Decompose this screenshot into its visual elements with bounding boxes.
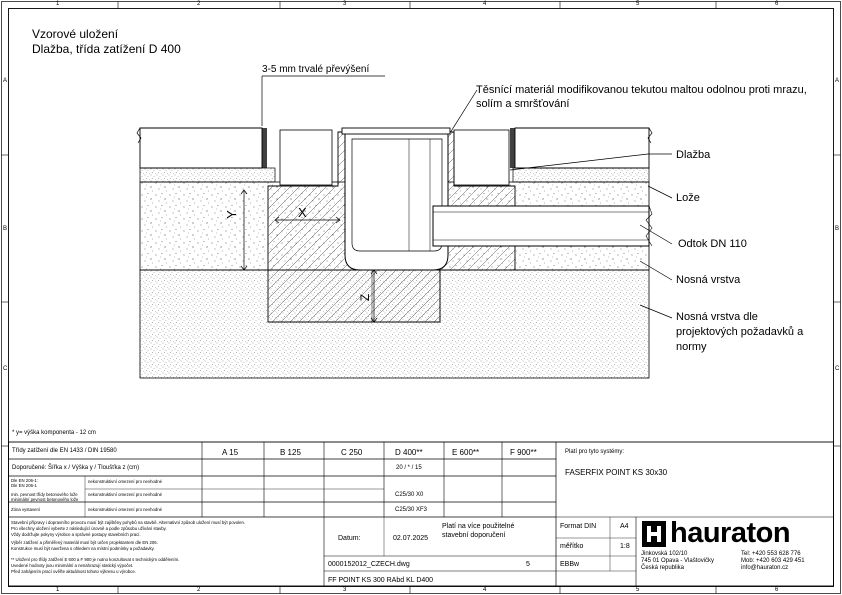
frame-col-3-bottom: 3: [343, 587, 347, 593]
row-concrete-d400: C25/30 X0: [395, 492, 424, 498]
frame-col-6-bottom: 6: [775, 587, 779, 593]
load-class-header: Třídy zatížení dle EN 1433 / DIN 19580: [12, 448, 117, 454]
hauraton-logo-icon: [642, 521, 666, 547]
class-a15: A 15: [222, 448, 239, 457]
applies-label: Platí pro tyto systémy:: [565, 449, 625, 455]
paving-stone-inner-left: [280, 130, 332, 185]
format-label: Format DIN: [560, 523, 597, 530]
section-drawing: [137, 76, 672, 378]
bedding-layer-left: [140, 168, 275, 182]
note-5: Konstrukce musí být navržena s ohledem na místní podmínky a požadavky.: [11, 546, 155, 551]
row-concrete-class-label: min. pevnost třídy betonového lože: [11, 492, 78, 497]
drain-grate: [342, 128, 450, 134]
note-1: Stavební přípravy i dopravního provozu musí být zajištěny pohybů na stavbě. Alternativní způsob uložení musí být povolen.: [11, 520, 246, 525]
frame-row-b-right: B: [835, 226, 840, 232]
frame-col-6: 6: [775, 1, 779, 7]
paving-stone-left: [140, 128, 262, 168]
row-exposure-value: nekonstruktivní omezení pro nevhodné: [88, 507, 163, 512]
drawing-id: FF POINT KS 300 RAbd KL D400: [328, 577, 434, 584]
frame-col-2: 2: [197, 1, 201, 7]
row-exposure-label: Zóna vystavení: [11, 507, 41, 512]
class-e600: E 600**: [452, 448, 480, 457]
footnote: * y= výška komponenta - 12 cm: [12, 430, 96, 436]
row-concrete-strength-value: nekonstruktivní omezení pro nevhodné: [88, 492, 163, 497]
company-address-3: Česká republika: [641, 565, 685, 571]
label-subbase-line3: normy: [676, 341, 707, 353]
row-norm-line2: Dle EN 206-1: [11, 483, 37, 488]
frame-row-a-right: A: [835, 78, 840, 84]
row-recommended-label: Doporučené: Šířka x / Výška y / Tloušťka z (cm): [12, 465, 140, 471]
note-3: Vždy dodržujte pokyny výrobce a správné postupy stavebních prací.: [11, 532, 141, 537]
frame-row-b: B: [3, 226, 8, 232]
frame-row-c: C: [3, 366, 8, 372]
frame-col-1: 1: [56, 1, 60, 7]
date-value: 02.07.2025: [393, 535, 429, 542]
label-outlet: Odtok DN 110: [678, 238, 747, 250]
bedding-layer-right: [513, 168, 649, 182]
validity-line2: stavební doporučení: [442, 532, 506, 539]
frame-col-5-bottom: 5: [636, 587, 640, 593]
system-name: FASERFIX POINT KS 30x30: [565, 468, 668, 477]
frame-col-4-bottom: 4: [483, 587, 487, 593]
note-6: ** Uložení pro třídy zatížení E 600 a F 900 je nutno konzultovat s technickým oddělením.: [11, 557, 180, 562]
drawing-title-line1: Vzorové uložení: [32, 27, 119, 41]
sealing-note-line1: Těsnící materiál modifikovanou tekutou maltou odolnou proti mrazu,: [476, 84, 807, 96]
label-paving: Dlažba: [676, 149, 711, 161]
note-7: Uvedené hodnoty jsou minimální a nenahrazují statický výpočet.: [11, 563, 134, 568]
date-label: Datum:: [338, 535, 361, 542]
label-base: Nosná vrstva: [676, 274, 741, 286]
company-tel: Tel: +420 553 628 776: [741, 551, 801, 557]
frame-col-2-bottom: 2: [197, 587, 201, 593]
row-concrete-strength-label: minimální pevnost betonového lože: [11, 497, 79, 502]
sealing-note-line2: solím a smršťování: [476, 98, 570, 110]
row-concrete-class-value: nekonstruktivní omezení pro nevhodné: [88, 479, 163, 484]
point-drain-body: [345, 132, 448, 270]
company-email: info@hauraton.cz: [741, 565, 789, 571]
label-bedding: Lože: [676, 192, 700, 204]
class-c250: C 250: [341, 448, 363, 457]
frame-col-4: 4: [483, 1, 487, 7]
company-mobile: Mob: +420 603 429 451: [741, 558, 805, 564]
sealing-strip-right: [510, 128, 515, 168]
company-address-1: Jinkovská 102/10: [641, 551, 688, 557]
hauraton-logo-text: hauraton: [670, 517, 791, 549]
note-8: Před zahájením prací ověřte aktuálnost tohoto výkresu u výrobce.: [11, 569, 136, 574]
drawn-by: EBBw: [560, 561, 580, 568]
label-subbase-line2: projektových požadavků a: [676, 326, 804, 338]
validity-line1: Platí na více použitelné: [442, 523, 515, 530]
file-name: 0000152012_CZECH.dwg: [328, 561, 410, 568]
dimension-y: Y: [223, 210, 239, 219]
frame-row-c-right: C: [835, 366, 840, 372]
frame-row-a: A: [3, 78, 8, 84]
frame-col-5: 5: [636, 1, 640, 7]
frame-col-1-bottom: 1: [56, 587, 60, 593]
sealing-strip-left: [262, 128, 267, 168]
scale-value: 1:8: [620, 543, 630, 550]
company-address-2: 745 01 Opava - Vlaštovičky: [641, 558, 715, 564]
drawing-title-line2: Dlažba, třída zatížení D 400: [32, 42, 181, 56]
dimension-x: X: [298, 205, 307, 220]
sheet-number: 5: [526, 561, 530, 568]
format-value: A4: [620, 523, 629, 530]
overheight-note: 3-5 mm trvalé převýšení: [262, 64, 370, 75]
frame-col-3: 3: [343, 1, 347, 7]
row-recommended-d400: 20 / * / 15: [396, 465, 422, 471]
note-4: Výběr zatížení a přiměřený materiál musí být určen projektantem dle EN 206.: [11, 540, 158, 545]
row-norm-line1: Dle EN 206-1:: [11, 478, 38, 483]
scale-label: měřítko: [560, 543, 584, 550]
row-exposure-d400: C25/30 XF3: [395, 507, 428, 513]
dimension-z: Z: [358, 293, 373, 302]
class-b125: B 125: [280, 448, 301, 457]
class-d400: D 400**: [395, 448, 423, 457]
paving-stone-inner-right: [454, 130, 509, 185]
note-2: Pro všechny uložení vyberte z následující úrovně a podle způsobu užívání stavby.: [11, 526, 167, 531]
label-subbase-line1: Nosná vrstva dle: [676, 311, 758, 323]
class-f900: F 900**: [510, 448, 537, 457]
